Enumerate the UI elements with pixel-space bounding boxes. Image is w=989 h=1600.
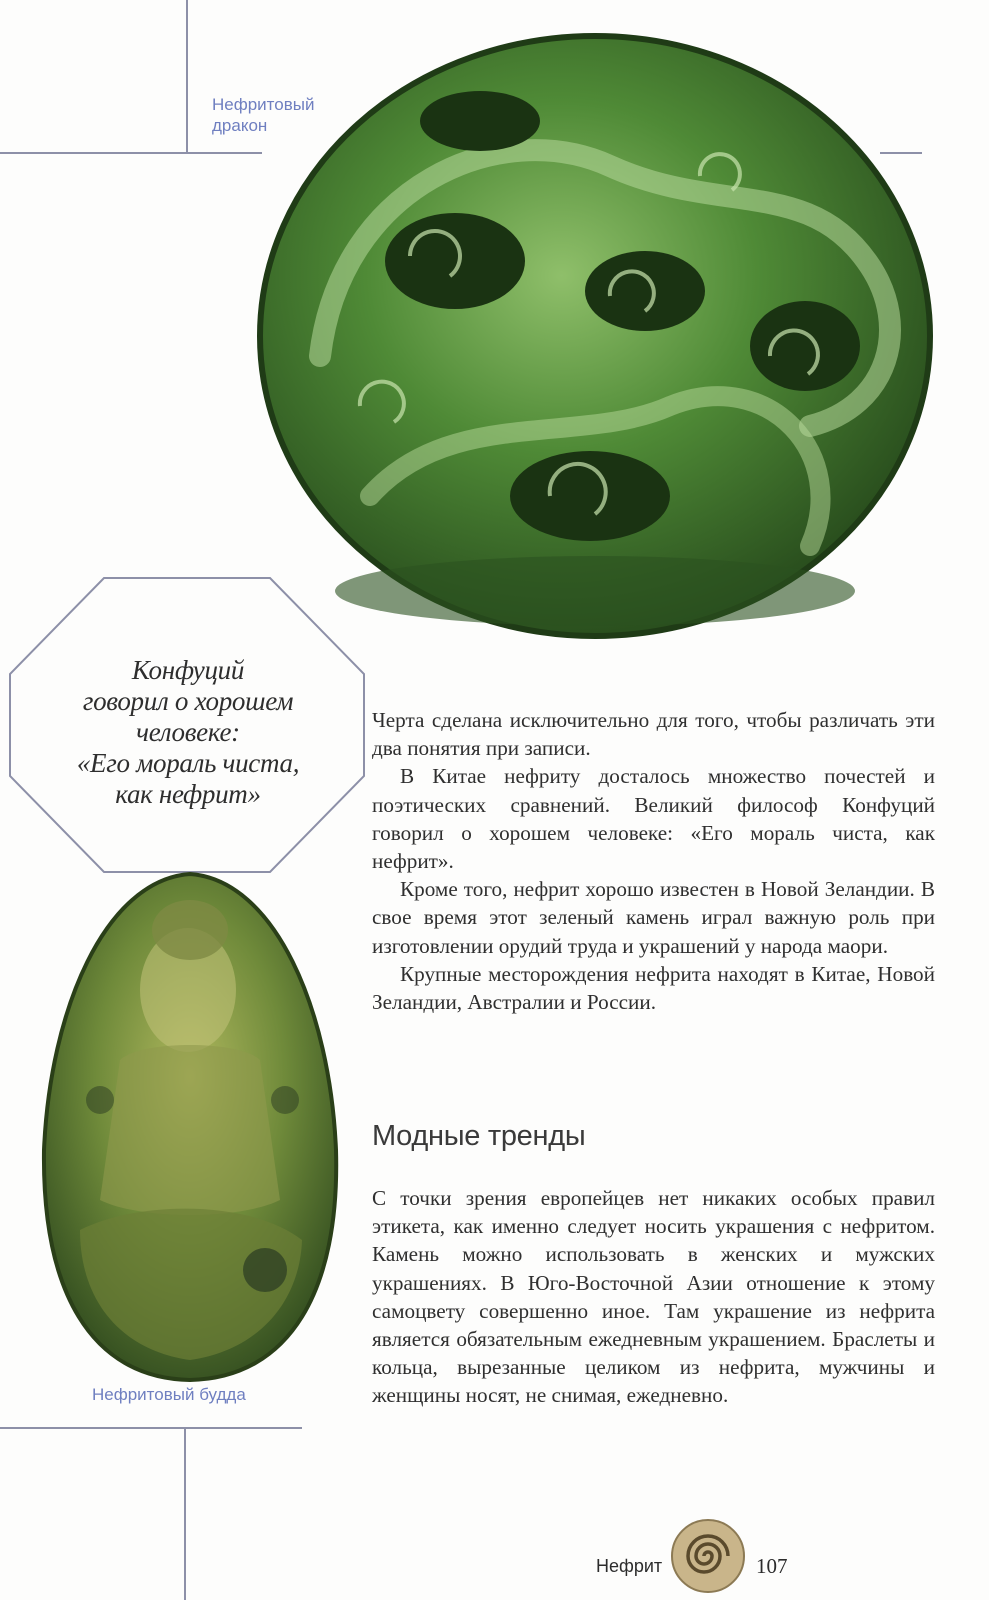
quote-line-1: Конфуций — [131, 655, 245, 685]
top-horizontal-rule — [0, 152, 262, 154]
body-paragraph-4: Крупные месторождения нефрита находят в Китае, Новой Зеландии, Австралии и России. — [372, 961, 935, 1015]
page-number: 107 — [756, 1554, 788, 1578]
body-paragraph-1: Черта сделана исключительно для того, чтобы различать эти два понятия при записи. — [372, 708, 935, 761]
body-paragraph-3: Кроме того, нефрит хорошо известен в Новой Зеландии. В свое время этот зеленый камень играл важную роль при изготовлении орудий труда и украшений у народа маори. — [372, 877, 935, 958]
bottom-vertical-rule — [184, 1427, 186, 1600]
jade-dragon-image — [250, 26, 940, 644]
main-body-text — [372, 706, 935, 1016]
confucius-quote — [40, 655, 336, 810]
quote-line-2: говорил о хорошем — [82, 686, 294, 716]
buddha-caption: Нефритовый будда — [92, 1385, 246, 1404]
section-body-text — [372, 1184, 935, 1410]
dragon-caption-line-2: дракон — [212, 116, 268, 135]
bottom-horizontal-rule — [0, 1427, 302, 1429]
quote-line-3: человеке: — [136, 717, 240, 747]
section-heading: Модные тренды — [372, 1120, 586, 1152]
jade-buddha-image — [40, 870, 340, 1385]
section-paragraph: С точки зрения европейцев нет никаких особых правил этикета, как именно следует носить украшения с нефритом. Камень можно использовать в женских и мужских украшениях. В Юго-Восточной Азии отношение к этому самоцвету совершенно иное. Там украшение из нефрита является обязательным ежедневным украшением. Браслеты и кольца, вырезанные целиком из нефрита, мужчины и женщины носят, не снимая, ежедневно. — [372, 1186, 935, 1408]
quote-line-4: «Его мораль чиста, — [76, 748, 300, 778]
spiral-icon — [670, 1518, 746, 1594]
top-vertical-rule — [186, 0, 188, 152]
dragon-caption-line-1: Нефритовый — [212, 95, 315, 114]
body-paragraph-2: В Китае нефриту досталось множество почестей и поэтических сравнений. Великий философ Конфуций говорил о хорошем человеке: «Его мораль чиста, как нефрит». — [372, 764, 935, 874]
quote-line-5: как нефрит» — [115, 779, 261, 809]
footer-chapter-title: Нефрит — [596, 1556, 663, 1576]
